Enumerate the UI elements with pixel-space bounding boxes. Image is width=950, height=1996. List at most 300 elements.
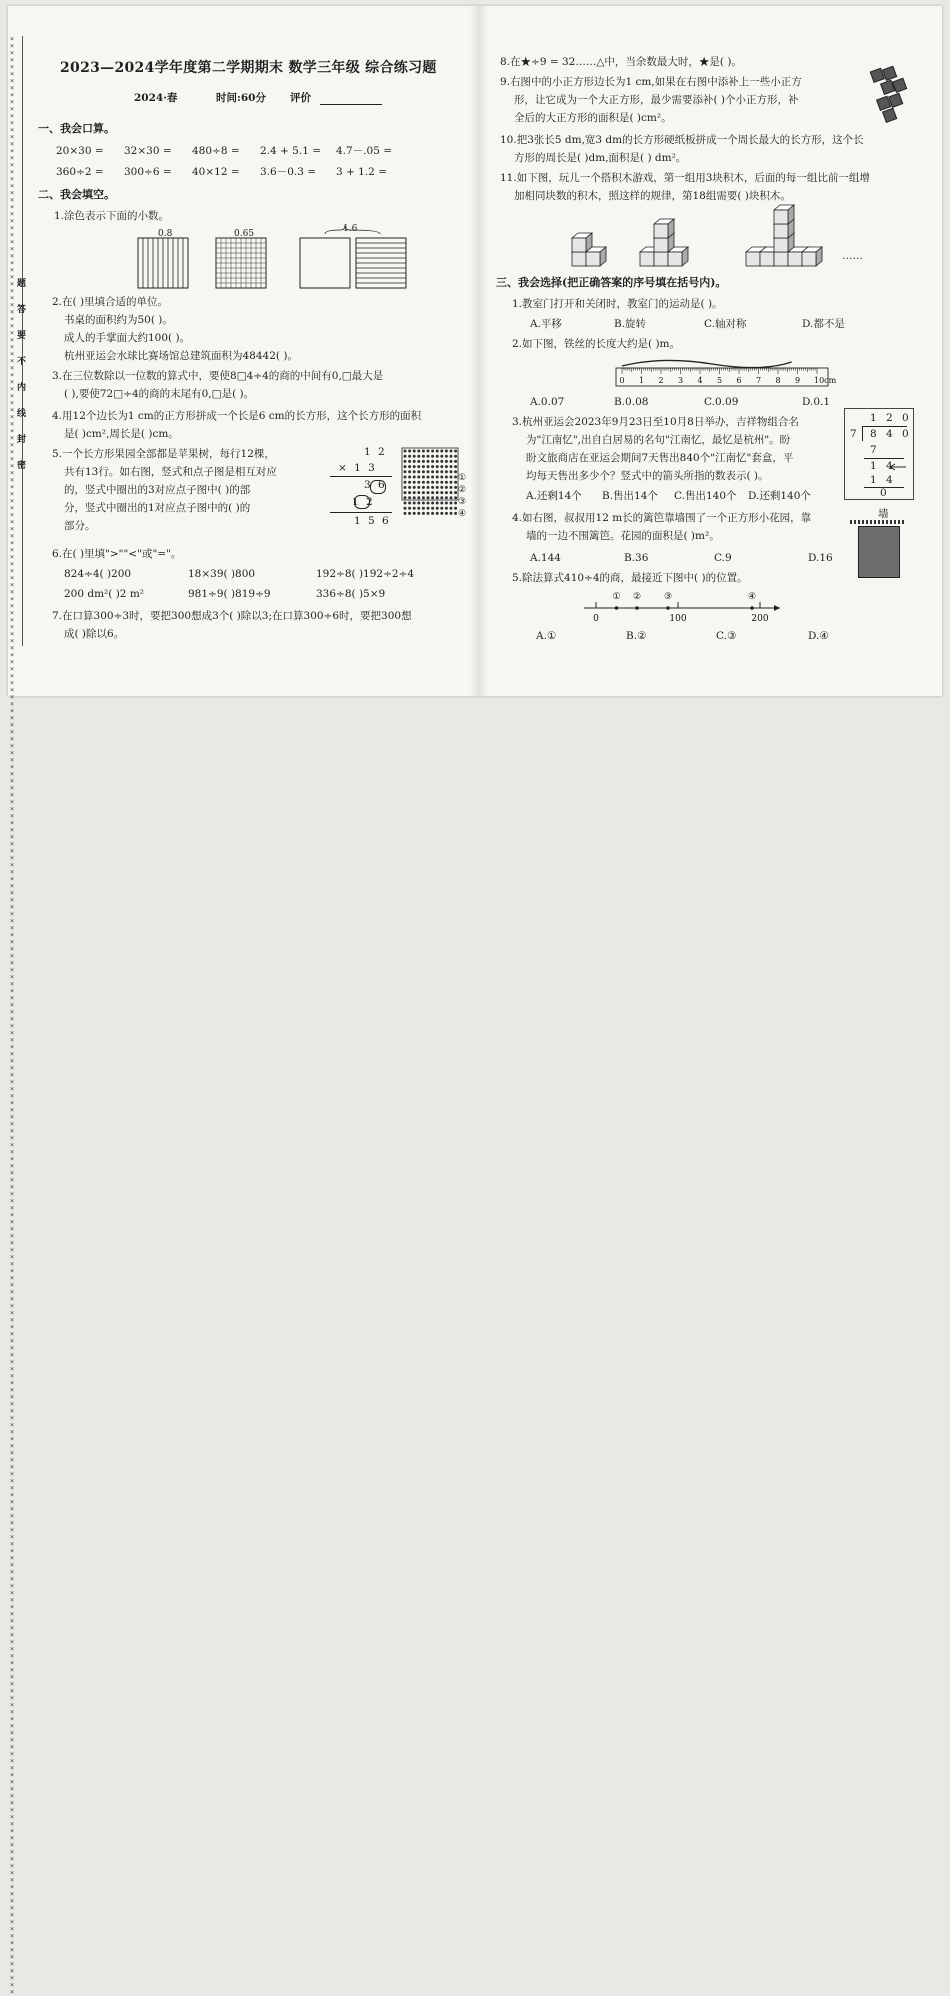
dot xyxy=(408,465,411,468)
question-2-10a: 10.把3张长5 dm,宽3 dm的长方形硬纸板拼成一个周长最大的长方形，这个长 xyxy=(500,134,864,146)
dot xyxy=(431,450,434,453)
division-step: 7 xyxy=(870,444,877,456)
dot xyxy=(450,507,453,510)
dot xyxy=(417,476,420,479)
question-3-3b: 为"江南忆",出自白居易的名句"江南忆，最忆是杭州"。盼 xyxy=(526,434,791,446)
ruler-label: 1 xyxy=(638,376,645,385)
question-2-9a: 9.右图中的小正方形边长为1 cm,如果在右图中添补上一些小正方 xyxy=(500,76,802,88)
dot xyxy=(413,481,416,484)
dot xyxy=(408,496,411,499)
option-a[interactable]: A.还剩14个 xyxy=(526,490,582,502)
grid-tenths-strips[interactable] xyxy=(138,238,188,288)
circled-digit xyxy=(354,495,370,509)
dot xyxy=(413,502,416,505)
dot xyxy=(445,512,448,515)
dot xyxy=(436,476,439,479)
calc-item: 40×12 = xyxy=(192,166,240,178)
compare-item: 192÷8( )192÷2÷4 xyxy=(316,568,415,580)
gutter-label: 不 xyxy=(17,357,27,367)
dot xyxy=(408,491,411,494)
calc-item: 20×30 = xyxy=(56,145,104,157)
block-ellipsis: …… xyxy=(842,250,863,262)
question-2-8: 8.在★÷9 = 32……△中，当余数最大时，★是( )。 xyxy=(500,56,742,68)
dot xyxy=(413,496,416,499)
division-rule xyxy=(864,458,904,459)
dot xyxy=(417,491,420,494)
dot xyxy=(422,507,425,510)
option-c[interactable]: C.③ xyxy=(716,630,737,642)
dot xyxy=(404,496,407,499)
option-c[interactable]: C.轴对称 xyxy=(704,318,747,330)
dot xyxy=(431,491,434,494)
question-2-4a: 4.用12个边长为1 cm的正方形拼成一个长是6 cm的长方形，这个长方形的面积 xyxy=(52,410,422,422)
question-3-4b: 墙的一边不围篱笆。花园的面积是( )m²。 xyxy=(526,530,720,542)
dot xyxy=(431,481,434,484)
dot xyxy=(422,481,425,484)
dot xyxy=(422,470,425,473)
dot xyxy=(436,486,439,489)
calc-item: 4.7－.05 = xyxy=(336,145,393,157)
dot xyxy=(450,491,453,494)
dot xyxy=(422,465,425,468)
question-2-3a: 3.在三位数除以一位数的算式中，要使8□4÷4的商的中间有0,□最大是 xyxy=(52,370,384,382)
wall-label: 墙 xyxy=(878,508,889,520)
grid-label-0-65: 0.65 xyxy=(234,229,255,239)
question-2-2: 2.在( )里填合适的单位。 xyxy=(52,296,169,308)
dot xyxy=(408,450,411,453)
ruler xyxy=(616,354,836,388)
dot-label: ③ xyxy=(458,497,467,507)
question-2-11a: 11.如下图，玩儿一个搭积木游戏，第一组用3块积木，后面的每一组比前一组增 xyxy=(500,172,870,184)
option-d[interactable]: D.0.1 xyxy=(802,396,831,408)
dot xyxy=(427,486,430,489)
dot xyxy=(436,450,439,453)
division-divisor: 7 xyxy=(850,428,857,440)
dot xyxy=(413,465,416,468)
option-c[interactable]: C.9 xyxy=(714,552,732,564)
dot xyxy=(445,450,448,453)
dot xyxy=(413,512,416,515)
dot xyxy=(427,502,430,505)
dot xyxy=(445,491,448,494)
dot xyxy=(413,455,416,458)
mult-rule xyxy=(330,512,392,513)
dot xyxy=(417,502,420,505)
axis-label: 200 xyxy=(751,614,769,624)
division-dividend: 8 4 0 xyxy=(870,428,912,440)
dot xyxy=(445,507,448,510)
dot xyxy=(404,512,407,515)
dot xyxy=(422,512,425,515)
dot xyxy=(445,476,448,479)
dot xyxy=(404,465,407,468)
question-2-3b: ( ),要使72□÷4的商的末尾有0,□是( )。 xyxy=(64,388,255,400)
dot xyxy=(408,460,411,463)
dot xyxy=(445,465,448,468)
dot xyxy=(454,502,457,505)
dot xyxy=(436,470,439,473)
dot-label: ① xyxy=(458,473,467,483)
ruler-label: 9 xyxy=(794,376,801,385)
mult-line: 1 5 6 xyxy=(354,515,391,527)
dot xyxy=(404,460,407,463)
dot-label: ② xyxy=(458,485,467,495)
dot xyxy=(404,470,407,473)
section-1-heading: 一、我会口算。 xyxy=(38,122,115,135)
option-b[interactable]: B.36 xyxy=(624,552,649,564)
dot xyxy=(440,455,443,458)
score-label: 评价 xyxy=(290,92,311,104)
option-c[interactable]: C.售出140个 xyxy=(674,490,737,502)
dot xyxy=(436,465,439,468)
dot xyxy=(422,502,425,505)
axis-arrow xyxy=(774,605,780,611)
dot xyxy=(431,502,434,505)
dot xyxy=(440,450,443,453)
dot xyxy=(450,470,453,473)
question-2-5e: 部分。 xyxy=(64,520,96,532)
question-2-4b: 是( )cm²,周长是( )cm。 xyxy=(64,428,179,440)
question-3-1: 1.教室门打开和关闭时，教室门的运动是( )。 xyxy=(512,298,723,310)
dot xyxy=(431,496,434,499)
axis-label: 100 xyxy=(669,614,687,624)
dot xyxy=(440,502,443,505)
dot xyxy=(422,486,425,489)
dot xyxy=(445,460,448,463)
score-blank[interactable] xyxy=(320,92,382,105)
question-2-5c: 的，竖式中圈出的3对应点子图中( )的部 xyxy=(64,484,251,496)
dot xyxy=(422,450,425,453)
dot xyxy=(417,450,420,453)
dot xyxy=(427,455,430,458)
dot xyxy=(445,481,448,484)
number-line xyxy=(584,590,784,624)
dot xyxy=(404,476,407,479)
dot xyxy=(422,455,425,458)
gutter-label: 封 xyxy=(17,435,27,445)
question-2-6: 6.在( )里填">""<"或"="。 xyxy=(52,548,182,560)
dot-array xyxy=(402,448,466,520)
gutter-label: 答 xyxy=(17,305,27,315)
fold-line xyxy=(22,36,23,646)
option-d[interactable]: D.还剩140个 xyxy=(748,490,811,502)
question-2-9b: 形，让它成为一个大正方形，最少需要添补( )个小正方形，补 xyxy=(514,94,799,106)
question-3-3d: 均每天售出多少个？竖式中的箭头所指的数表示( )。 xyxy=(526,470,769,482)
dot xyxy=(408,512,411,515)
dot xyxy=(454,476,457,479)
dot xyxy=(417,496,420,499)
dot xyxy=(408,507,411,510)
dot xyxy=(440,512,443,515)
dot xyxy=(450,455,453,458)
question-2-9c: 全后的大正方形的面积是( )cm²。 xyxy=(514,112,672,124)
dot xyxy=(427,512,430,515)
dot xyxy=(436,502,439,505)
dot xyxy=(427,450,430,453)
dot xyxy=(454,512,457,515)
calc-item: 300÷6 = xyxy=(124,166,172,178)
dot xyxy=(436,507,439,510)
dot xyxy=(404,491,407,494)
dot xyxy=(436,481,439,484)
option-b[interactable]: B.售出14个 xyxy=(602,490,658,502)
dot xyxy=(431,486,434,489)
option-d[interactable]: D.16 xyxy=(808,552,833,564)
gutter-label: 题 xyxy=(17,279,27,289)
dot xyxy=(454,481,457,484)
arrow-left-icon xyxy=(890,464,908,470)
grid-hundredths[interactable] xyxy=(216,238,266,288)
option-b[interactable]: B.0.08 xyxy=(614,396,649,408)
mult-line: × 1 3 xyxy=(338,462,377,474)
page-title: 2023—2024学年度第二学期期末 数学三年级 综合练习题 xyxy=(60,60,437,76)
ruler-label: 7 xyxy=(755,376,762,385)
option-a[interactable]: A.① xyxy=(536,630,557,642)
question-2-2c: 杭州亚运会水球比赛场馆总建筑面积为48442( )。 xyxy=(64,350,298,362)
dot xyxy=(408,470,411,473)
dot xyxy=(404,507,407,510)
dot xyxy=(413,486,416,489)
dot xyxy=(427,507,430,510)
cube-block xyxy=(802,247,822,266)
dot xyxy=(427,481,430,484)
dot xyxy=(454,491,457,494)
question-2-1: 1.涂色表示下面的小数。 xyxy=(54,210,170,222)
dot xyxy=(413,450,416,453)
position-mark xyxy=(666,606,670,610)
ruler-label: 5 xyxy=(716,376,723,385)
mult-rule xyxy=(330,476,392,477)
block-groups xyxy=(560,202,860,268)
division-step: 1 4 xyxy=(870,474,896,486)
option-d[interactable]: D.都不是 xyxy=(802,318,845,330)
option-a[interactable]: A.0.07 xyxy=(530,396,565,408)
dot xyxy=(450,496,453,499)
dot xyxy=(427,496,430,499)
cut-line: ×××××××××××××××××××××××××××××××××××××××××××××××××××××××××××××××××××××××××××××××××××××××××××××××××××××××××××××××××××××××××××××××××××××××××××××××××××××××××××××××××××××××××××××××××××××××××××××××××××××××××××××××××××××××××××××××××××××××××××××××××××××××××××××××××××××××××××××××××××××××× xyxy=(10,35,15,1996)
dot xyxy=(440,496,443,499)
dot xyxy=(408,455,411,458)
wire xyxy=(622,360,792,367)
question-3-4a: 4.如右图，叔叔用12 m长的篱笆靠墙围了一个正方形小花园，靠 xyxy=(512,512,812,524)
question-2-11b: 加相同块数的积木，照这样的规律，第18组需要( )块积木。 xyxy=(514,190,791,202)
calc-item: 2.4 + 5.1 = xyxy=(260,145,322,157)
option-b[interactable]: B.旋转 xyxy=(614,318,647,330)
option-b[interactable]: B.② xyxy=(626,630,647,642)
dot xyxy=(454,496,457,499)
question-2-5d: 分，竖式中圈出的1对应点子图中的( )的 xyxy=(64,502,251,514)
position-mark xyxy=(750,606,754,610)
position-label: ③ xyxy=(663,592,673,602)
dot xyxy=(413,491,416,494)
grid-label-0-8: 0.8 xyxy=(158,229,173,239)
question-3-3c: 盼文旅商店在亚运会期间7天售出840个"江南忆"套盒，平 xyxy=(526,452,794,464)
garden-square xyxy=(858,526,900,578)
calc-item: 3 + 1.2 = xyxy=(336,166,387,178)
dot xyxy=(454,450,457,453)
dot xyxy=(413,476,416,479)
question-2-10b: 方形的周长是( )dm,面积是( ) dm²。 xyxy=(514,152,687,164)
dot xyxy=(440,470,443,473)
dot xyxy=(408,502,411,505)
calc-item: 32×30 = xyxy=(124,145,172,157)
dot xyxy=(450,460,453,463)
dot xyxy=(454,465,457,468)
section-2-heading: 二、我会填空。 xyxy=(38,188,115,201)
dot xyxy=(427,460,430,463)
question-2-7b: 成( )除以6。 xyxy=(64,628,125,640)
dot xyxy=(450,450,453,453)
dot xyxy=(413,470,416,473)
dot xyxy=(417,470,420,473)
mult-line: 1 2 xyxy=(352,496,375,508)
page-fold xyxy=(470,6,488,696)
dot xyxy=(445,486,448,489)
dot xyxy=(450,486,453,489)
dot xyxy=(436,496,439,499)
grid-label-1-6: 1.6 xyxy=(343,224,358,234)
dot xyxy=(436,460,439,463)
dot xyxy=(404,481,407,484)
question-2-2a: 书桌的面积约为50( )。 xyxy=(64,314,173,326)
position-mark xyxy=(615,606,619,610)
section-3-heading: 三、我会选择(把正确答案的序号填在括号内)。 xyxy=(496,276,727,289)
gutter-label: 内 xyxy=(17,383,27,393)
option-d[interactable]: D.④ xyxy=(808,630,829,642)
ruler-label: 8 xyxy=(775,376,781,385)
dot xyxy=(436,455,439,458)
dot xyxy=(404,450,407,453)
dot xyxy=(440,481,443,484)
ruler-label: 0 xyxy=(619,376,625,385)
dot xyxy=(417,455,420,458)
dot xyxy=(440,465,443,468)
dot xyxy=(450,476,453,479)
dot xyxy=(431,507,434,510)
mult-line: 1 2 xyxy=(364,446,387,458)
ruler-label: 10cm xyxy=(814,376,837,385)
dot xyxy=(431,455,434,458)
question-3-3a: 3.杭州亚运会2023年9月23日至10月8日举办，吉祥物组合名 xyxy=(512,416,799,428)
dot xyxy=(427,470,430,473)
dot xyxy=(408,486,411,489)
division-step: 1 4 xyxy=(870,460,896,472)
dot xyxy=(436,512,439,515)
dot xyxy=(440,476,443,479)
dot xyxy=(431,460,434,463)
binding-gutter xyxy=(8,6,30,1996)
dot xyxy=(445,470,448,473)
dot xyxy=(440,507,443,510)
season-label: 2024·春 xyxy=(134,92,178,104)
dot xyxy=(417,507,420,510)
question-2-5a: 5.一个长方形果园全部都是苹果树，每行12棵， xyxy=(52,448,275,460)
axis-label: 0 xyxy=(593,614,599,624)
dot xyxy=(417,512,420,515)
grid-one-and-tenths[interactable] xyxy=(300,238,410,288)
cube-block xyxy=(654,219,674,238)
question-3-5: 5.除法算式410÷4的商，最接近下图中( )的位置。 xyxy=(512,572,748,584)
question-3-2: 2.如下图，铁丝的长度大约是( )m。 xyxy=(512,338,681,350)
ruler-label: 2 xyxy=(658,376,664,385)
dot xyxy=(454,455,457,458)
dot xyxy=(427,476,430,479)
position-mark xyxy=(635,606,639,610)
calc-item: 480÷8 = xyxy=(192,145,240,157)
position-label: ① xyxy=(612,592,621,602)
dot xyxy=(417,460,420,463)
cube-block xyxy=(586,247,606,266)
question-2-2b: 成人的手掌面大约100( )。 xyxy=(64,332,191,344)
option-a[interactable]: A.144 xyxy=(530,552,561,564)
dot xyxy=(445,496,448,499)
dot xyxy=(436,491,439,494)
option-c[interactable]: C.0.09 xyxy=(704,396,739,408)
option-a[interactable]: A.平移 xyxy=(530,318,562,330)
dot xyxy=(454,460,457,463)
dot xyxy=(404,455,407,458)
dot xyxy=(454,470,457,473)
question-2-7a: 7.在口算300÷3时，要把300想成3个( )除以3;在口算300÷6时，要把300想 xyxy=(52,610,412,622)
position-label: ④ xyxy=(747,592,757,602)
gutter-label: 密 xyxy=(17,461,27,471)
dot xyxy=(417,486,420,489)
ruler-label: 4 xyxy=(697,376,703,385)
dot xyxy=(440,486,443,489)
dot xyxy=(413,460,416,463)
dot xyxy=(413,507,416,510)
compare-item: 824÷4( )200 xyxy=(64,568,132,580)
time-label: 时间:60分 xyxy=(216,92,266,104)
dot xyxy=(440,491,443,494)
dot xyxy=(422,491,425,494)
dot xyxy=(450,502,453,505)
dot xyxy=(404,502,407,505)
dot xyxy=(445,455,448,458)
compare-item: 18×39( )800 xyxy=(188,568,256,580)
gutter-label: 线 xyxy=(17,409,27,419)
calc-item: 3.6－0.3 = xyxy=(260,166,317,178)
square-staircase-figure xyxy=(862,68,912,126)
dot xyxy=(408,481,411,484)
dot xyxy=(450,481,453,484)
mult-line: 3 6 xyxy=(364,479,387,491)
exam-sheet xyxy=(8,6,942,1996)
dot xyxy=(431,512,434,515)
dot xyxy=(422,460,425,463)
dot xyxy=(417,465,420,468)
ruler-label: 6 xyxy=(736,376,742,385)
circled-digit xyxy=(370,480,386,494)
dot xyxy=(404,486,407,489)
dot xyxy=(427,491,430,494)
position-label: ② xyxy=(632,592,642,602)
dot xyxy=(431,476,434,479)
wall xyxy=(850,520,906,524)
question-2-5b: 共有13行。如右图，竖式和点子图是相互对应 xyxy=(64,466,277,478)
dot xyxy=(450,512,453,515)
dot-label: ④ xyxy=(458,509,467,519)
dot xyxy=(445,502,448,505)
dot xyxy=(454,486,457,489)
dot xyxy=(440,460,443,463)
dot xyxy=(427,465,430,468)
compare-item: 336÷8( )5×9 xyxy=(316,588,386,600)
compare-item: 200 dm²( )2 m² xyxy=(64,588,144,600)
cube-block xyxy=(774,205,794,224)
dot xyxy=(408,476,411,479)
division-remainder: 0 xyxy=(880,487,887,499)
